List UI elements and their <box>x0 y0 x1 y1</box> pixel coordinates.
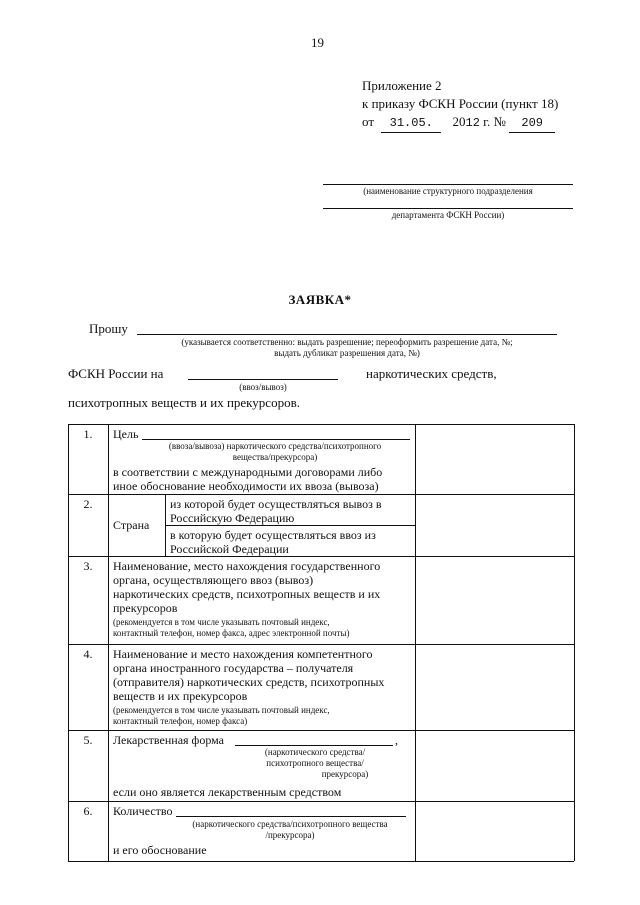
addressee-caption-2: департамента ФСКН России) <box>391 210 505 220</box>
row1-text-line1: в соответствии с международными договорами либо <box>113 465 383 479</box>
import-export-fill-line <box>188 379 338 380</box>
row3-text <box>113 559 411 639</box>
appendix-line1: Приложение 2 <box>362 78 442 93</box>
row2-sub2-line1: в которую будет осуществляться ввоз из <box>170 528 376 542</box>
row5-fill-line <box>235 745 393 746</box>
row1-hint <box>140 441 410 463</box>
order-date: 31.05. <box>381 114 441 133</box>
row2-num: 2. <box>83 497 93 511</box>
row5-comma: , <box>395 733 398 747</box>
appendix-block <box>362 77 558 133</box>
row2-sub2-line2: Российской Федерации <box>170 542 289 556</box>
row1-num: 1. <box>83 427 93 441</box>
row2-label: Страна <box>113 518 150 532</box>
request-hint-line1: (указывается соответственно: выдать разрешение; переоформить разрешение дата, №; <box>181 337 513 347</box>
request-hint <box>137 337 557 359</box>
row5-num: 5. <box>83 733 93 747</box>
import-export-hint: (ввоз/вывоз) <box>239 382 287 392</box>
row2-sub2 <box>170 528 411 556</box>
row2-sub1 <box>170 497 411 525</box>
year-prefix: 20 <box>452 114 466 129</box>
form-title: ЗАЯВКА* <box>288 292 352 307</box>
row4-line1: Наименование и место нахождения компетентного <box>113 647 373 661</box>
row1-fill-line <box>142 439 410 440</box>
row1-text-line2: иное обоснование необходимости их ввоза (вывоза) <box>113 479 379 493</box>
row6-hint-line2: /прекурсора) <box>265 830 315 840</box>
narcotic-text: наркотических средств, <box>366 366 497 381</box>
request-line3: психотропных веществ и их прекурсоров. <box>68 395 300 410</box>
row6-text: и его обоснование <box>113 843 207 857</box>
row3-line4: прекурсоров <box>113 601 178 615</box>
year-unit: г. <box>483 114 491 129</box>
row5-hint-line2: психотропного вещества/ <box>266 758 364 768</box>
row-divider-1 <box>68 494 574 495</box>
addressee-caption-1: (наименование структурного подразделения <box>363 186 533 196</box>
request-word: Прошу <box>89 321 128 336</box>
page-number: 19 <box>311 35 324 50</box>
from-prefix: от <box>362 114 375 129</box>
table-border-bottom <box>68 861 574 862</box>
row6-label: Количество <box>113 804 173 818</box>
row6-fill-line <box>176 816 406 817</box>
row3-line1: Наименование, место нахождения государственного <box>113 559 381 573</box>
number-sign: № <box>493 114 506 129</box>
row6-hint-line1: (наркотического средства/психотропного вещества <box>192 819 388 829</box>
row3-hint-line2: контактный телефон, номер факса, адрес электронной почты) <box>113 628 350 638</box>
row3-hint-line1: (рекомендуется в том числе указывать почтовый индекс, <box>113 617 330 627</box>
row4-line2: органа иностранного государства – получателя <box>113 661 354 675</box>
row5-hint-line1: (наркотического средства/ <box>264 747 366 757</box>
row4-text <box>113 647 411 727</box>
addressee-line-2 <box>323 208 573 209</box>
row6-hint <box>170 819 410 841</box>
row4-hint-line2: контактный телефон, номер факса) <box>113 716 248 726</box>
row1-text <box>113 465 411 493</box>
row2-sub1-line2: Российскую Федерацию <box>170 511 295 525</box>
table-border-top <box>68 424 574 425</box>
year-suffix: 12 <box>465 116 480 130</box>
row5-hint <box>235 747 395 780</box>
row4-line3: (отправителя) наркотических средств, психотропных <box>113 675 385 689</box>
row-divider-5 <box>68 801 574 802</box>
row4-hint-line1: (рекомендуется в том числе указывать почтовый индекс, <box>113 705 330 715</box>
request-hint-line2: выдать дубликат разрешения дата, №) <box>274 348 420 358</box>
row5-label: Лекарственная форма <box>113 733 224 747</box>
appendix-line2: к приказу ФСКН России (пункт 18) <box>362 96 559 111</box>
table-border-right <box>574 424 575 861</box>
row4-line4: веществ и их прекурсоров <box>113 689 248 703</box>
row-divider-4 <box>68 730 574 731</box>
order-number: 209 <box>509 114 555 133</box>
row1-hint-line1: (ввоза/вывоза) наркотического средства/психотропного <box>168 441 382 451</box>
row-divider-2 <box>68 556 574 557</box>
fskn-on: ФСКН России на <box>68 366 164 381</box>
addressee-line-1 <box>323 184 573 185</box>
row6-num: 6. <box>83 804 93 818</box>
table-num-divider <box>108 424 109 861</box>
country-sub-row-divider <box>165 525 415 526</box>
row3-line3: наркотических средств, психотропных веществ и их <box>113 587 381 601</box>
row3-line2: органа, осуществляющего ввоз (вывоз) <box>113 573 314 587</box>
row3-num: 3. <box>83 559 93 573</box>
row5-hint-line3: прекурсора) <box>321 769 369 779</box>
row-divider-3 <box>68 644 574 645</box>
table-value-divider <box>415 424 416 861</box>
row2-sub1-line1: из которой будет осуществляться вывоз в <box>170 497 382 511</box>
table-border-left <box>68 424 69 861</box>
request-fill-line <box>137 334 557 335</box>
row1-label: Цель <box>113 427 139 441</box>
row4-num: 4. <box>83 647 93 661</box>
appendix-date-line <box>362 113 558 133</box>
row1-hint-line2: вещества/прекурсора) <box>232 452 318 462</box>
row5-text: если оно является лекарственным средством <box>113 785 342 799</box>
